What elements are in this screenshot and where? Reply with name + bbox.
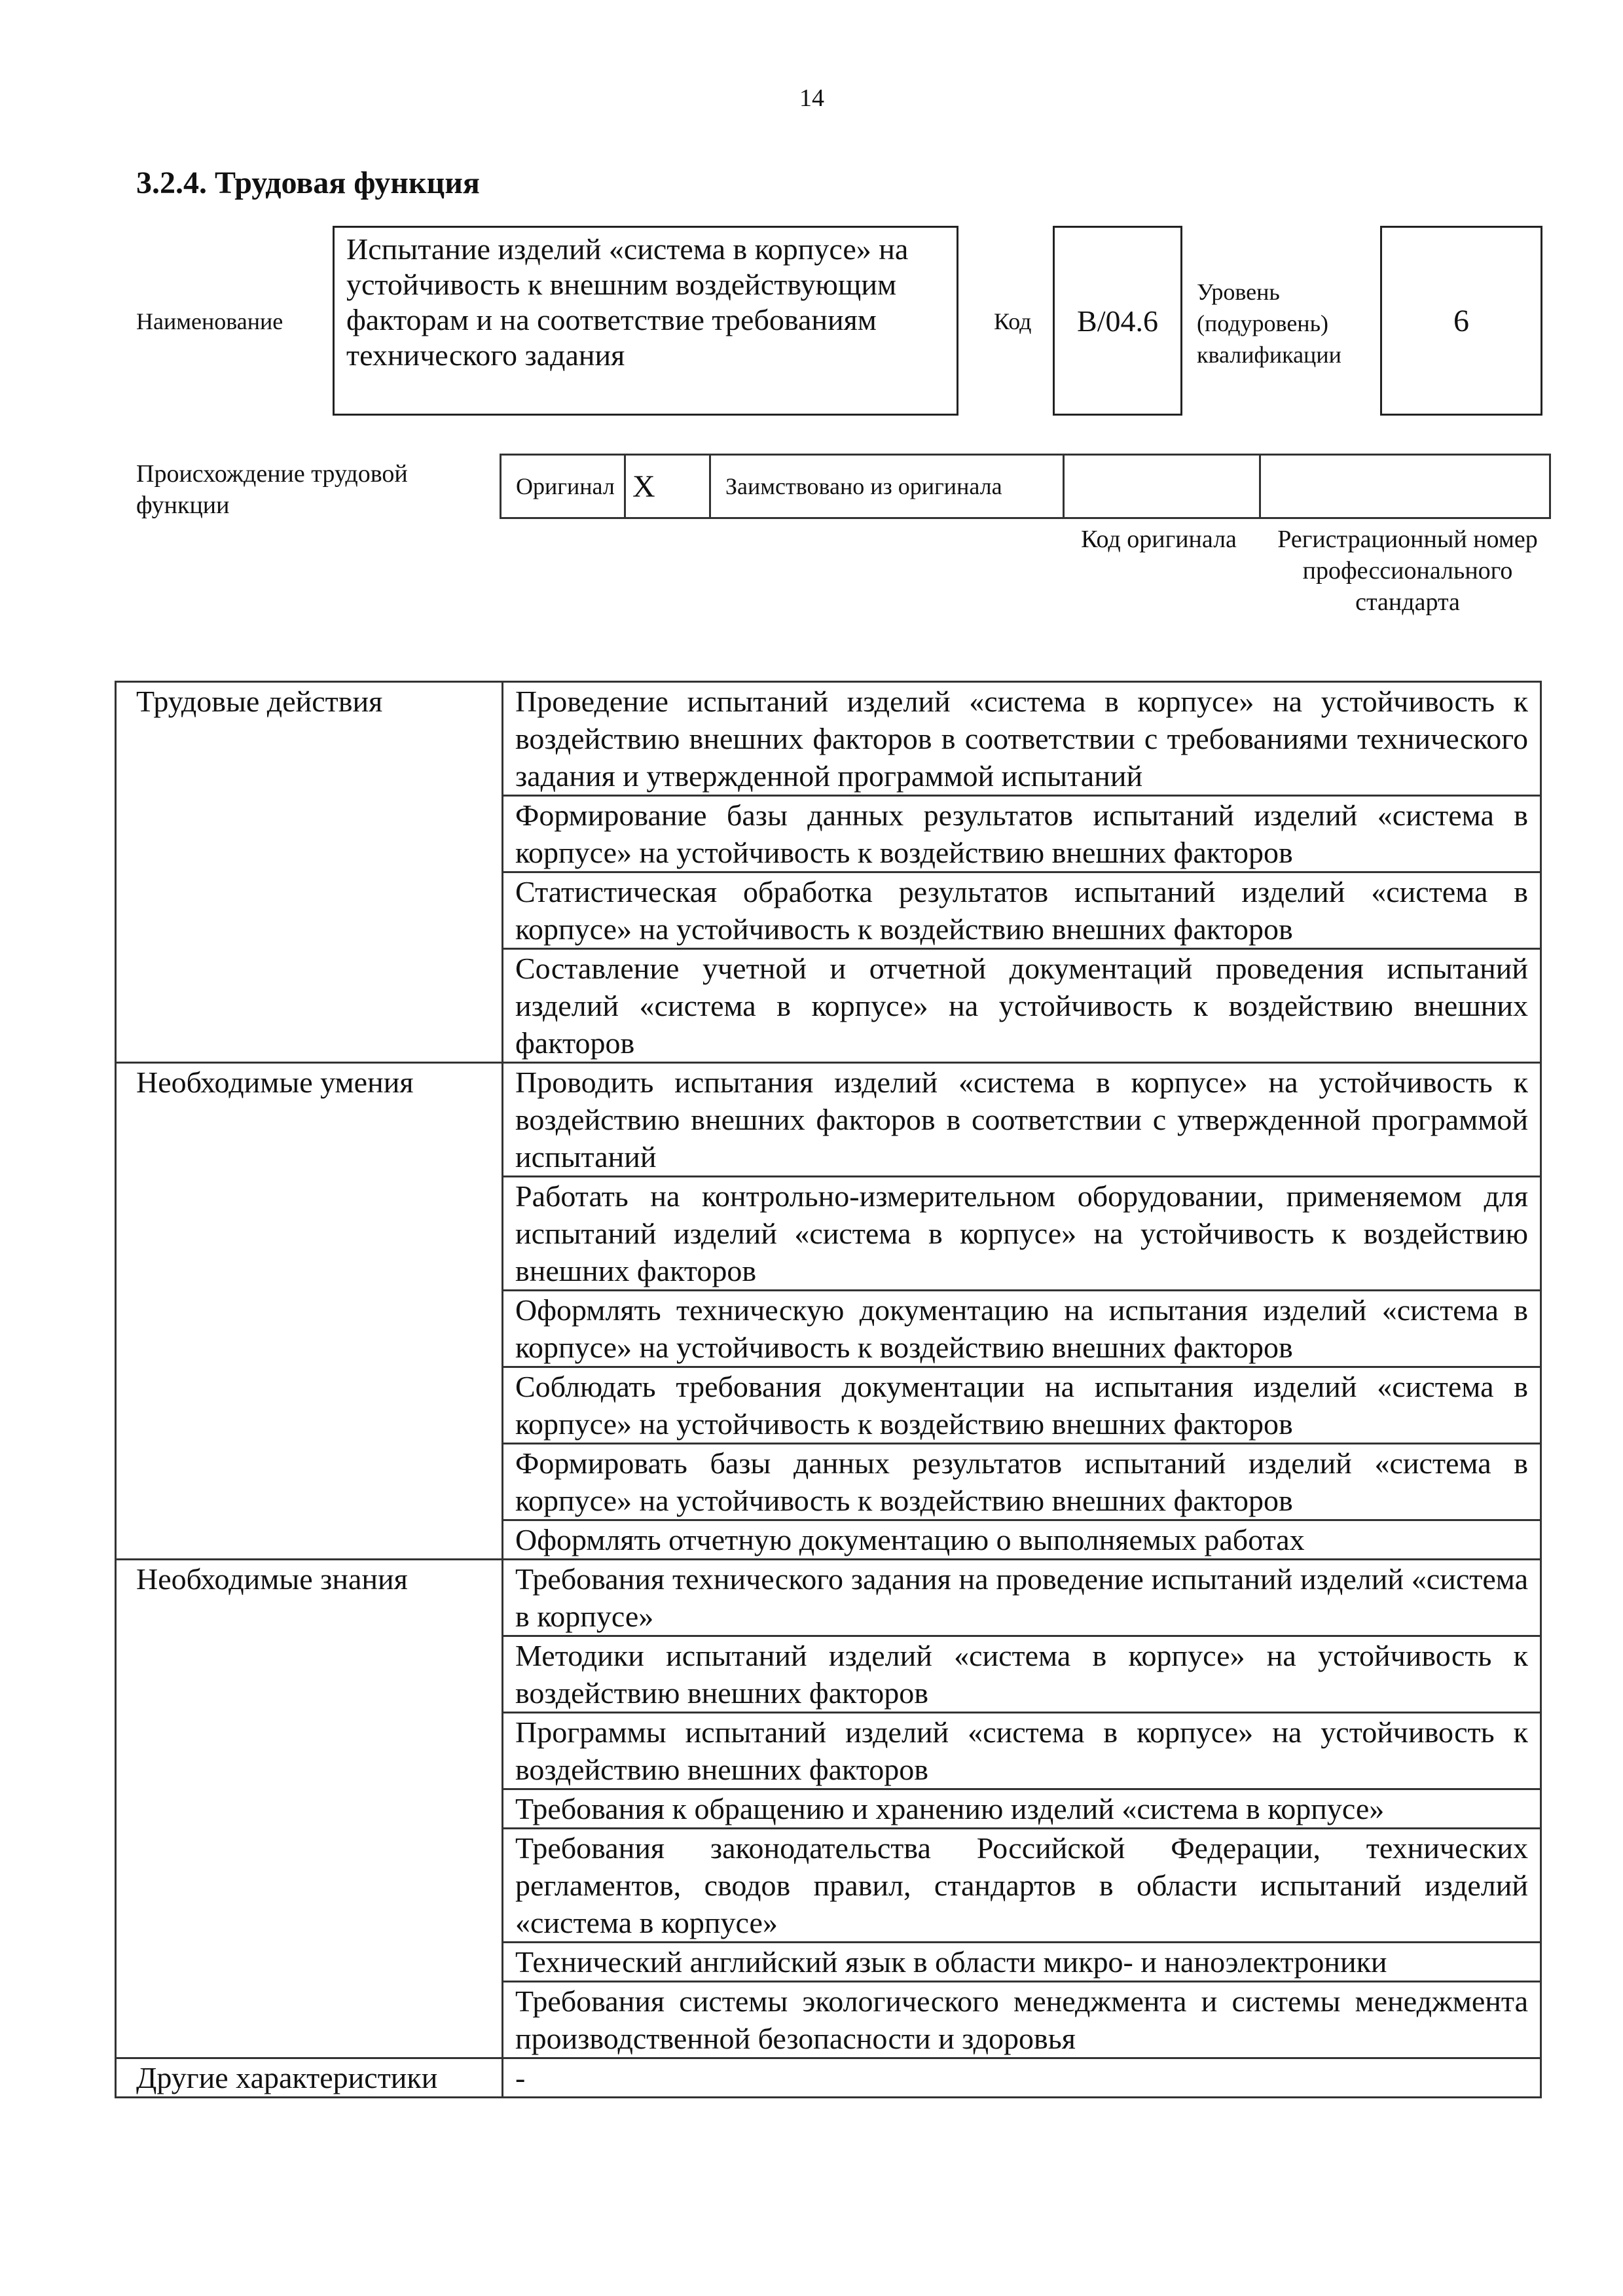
table-row: [116, 682, 1541, 796]
origin-reg-caption: Регистрационный номер профессионального стандарта: [1277, 526, 1538, 616]
table-cell: Проведение испытаний изделий «система в корпусе» на устойчивость к воздействию внешних факторов в соответствии с требованиями технического задания и утвержденной программой испытаний: [503, 682, 1541, 796]
code-label: Код: [994, 308, 1032, 334]
table-cell: Требования системы экологического менеджмента и системы менеджмента производственной безопасности и здоровья: [503, 1982, 1541, 2058]
origin-label: Происхождение трудовой функции: [136, 460, 408, 519]
table-cell: Соблюдать требования документации на испытания изделий «система в корпусе» на устойчивость к воздействию внешних факторов: [503, 1367, 1541, 1444]
table-cell: Оформлять техническую документацию на испытания изделий «система в корпусе» на устойчивость к воздействию внешних факторов: [503, 1291, 1541, 1367]
name-value: Испытание изделий «система в корпусе» на устойчивость к внешним воздействующим факторам и на соответствие требованиям технического задания: [333, 226, 958, 416]
labor-function-table: [115, 681, 1542, 2098]
level-label-line-1: Уровень: [1197, 279, 1280, 305]
category-other-characteristics: Другие характеристики: [116, 2058, 503, 2098]
table-cell: Оформлять отчетную документацию о выполняемых работах: [503, 1520, 1541, 1560]
origin-code-caption: Код оригинала: [1081, 526, 1237, 553]
table-cell: Программы испытаний изделий «система в корпусе» на устойчивость к воздействию внешних факторов: [503, 1713, 1541, 1789]
code-value: B/04.6: [1053, 226, 1182, 416]
level-label-line-2: (подуровень): [1197, 310, 1328, 336]
table-row: [116, 1560, 1541, 1636]
table-cell: Работать на контрольно-измерительном оборудовании, применяемом для испытаний изделий «система в корпусе» на устойчивость к воздействию внешних факторов: [503, 1177, 1541, 1291]
table-cell: Статистическая обработка результатов испытаний изделий «система в корпусе» на устойчивость к воздействию внешних факторов: [503, 872, 1541, 949]
table-row: [116, 1063, 1541, 1177]
category-required-skills: Необходимые умения: [116, 1063, 503, 1560]
qualification-level-label: [1197, 276, 1341, 370]
table-cell: Формирование базы данных результатов испытаний изделий «система в корпусе» на устойчивость к воздействию внешних факторов: [503, 796, 1541, 872]
table-cell: Составление учетной и отчетной документаций проведения испытаний изделий «система в корпусе» на устойчивость к воздействию внешних факторов: [503, 949, 1541, 1063]
table-cell: Проводить испытания изделий «система в корпусе» на устойчивость к воздействию внешних факторов в соответствии с утвержденной программой испытаний: [503, 1063, 1541, 1177]
category-required-knowledge: Необходимые знания: [116, 1560, 503, 2058]
name-label: Наименование: [136, 308, 283, 334]
table-cell: -: [503, 2058, 1541, 2098]
table-cell: Требования технического задания на проведение испытаний изделий «система в корпусе»: [503, 1560, 1541, 1636]
qualification-level-value: 6: [1380, 226, 1542, 416]
table-cell: Методики испытаний изделий «система в корпусе» на устойчивость к воздействию внешних факторов: [503, 1636, 1541, 1713]
table-cell: Требования к обращению и хранению изделий «система в корпусе»: [503, 1789, 1541, 1829]
category-labor-actions: Трудовые действия: [116, 682, 503, 1063]
table-cell: Формировать базы данных результатов испытаний изделий «система в корпусе» на устойчивость к воздействию внешних факторов: [503, 1444, 1541, 1520]
origin-row: [500, 454, 1551, 519]
table-cell: Требования законодательства Российской Федерации, технических регламентов, сводов правил, стандартов в области испытаний изделий «система в корпусе»: [503, 1829, 1541, 1943]
table-cell: Технический английский язык в области микро- и наноэлектроники: [503, 1943, 1541, 1982]
borrowed-label: Заимствовано из оригинала: [711, 456, 1065, 517]
origin-reg-number-cell: [1261, 456, 1549, 517]
origin-code-cell: [1065, 456, 1261, 517]
original-label: Оригинал: [501, 456, 626, 517]
level-label-line-3: квалификации: [1197, 342, 1341, 368]
section-title: 3.2.4. Трудовая функция: [136, 166, 480, 200]
table-row: [116, 2058, 1541, 2098]
original-mark: X: [626, 456, 711, 517]
page-number: 14: [799, 84, 824, 112]
